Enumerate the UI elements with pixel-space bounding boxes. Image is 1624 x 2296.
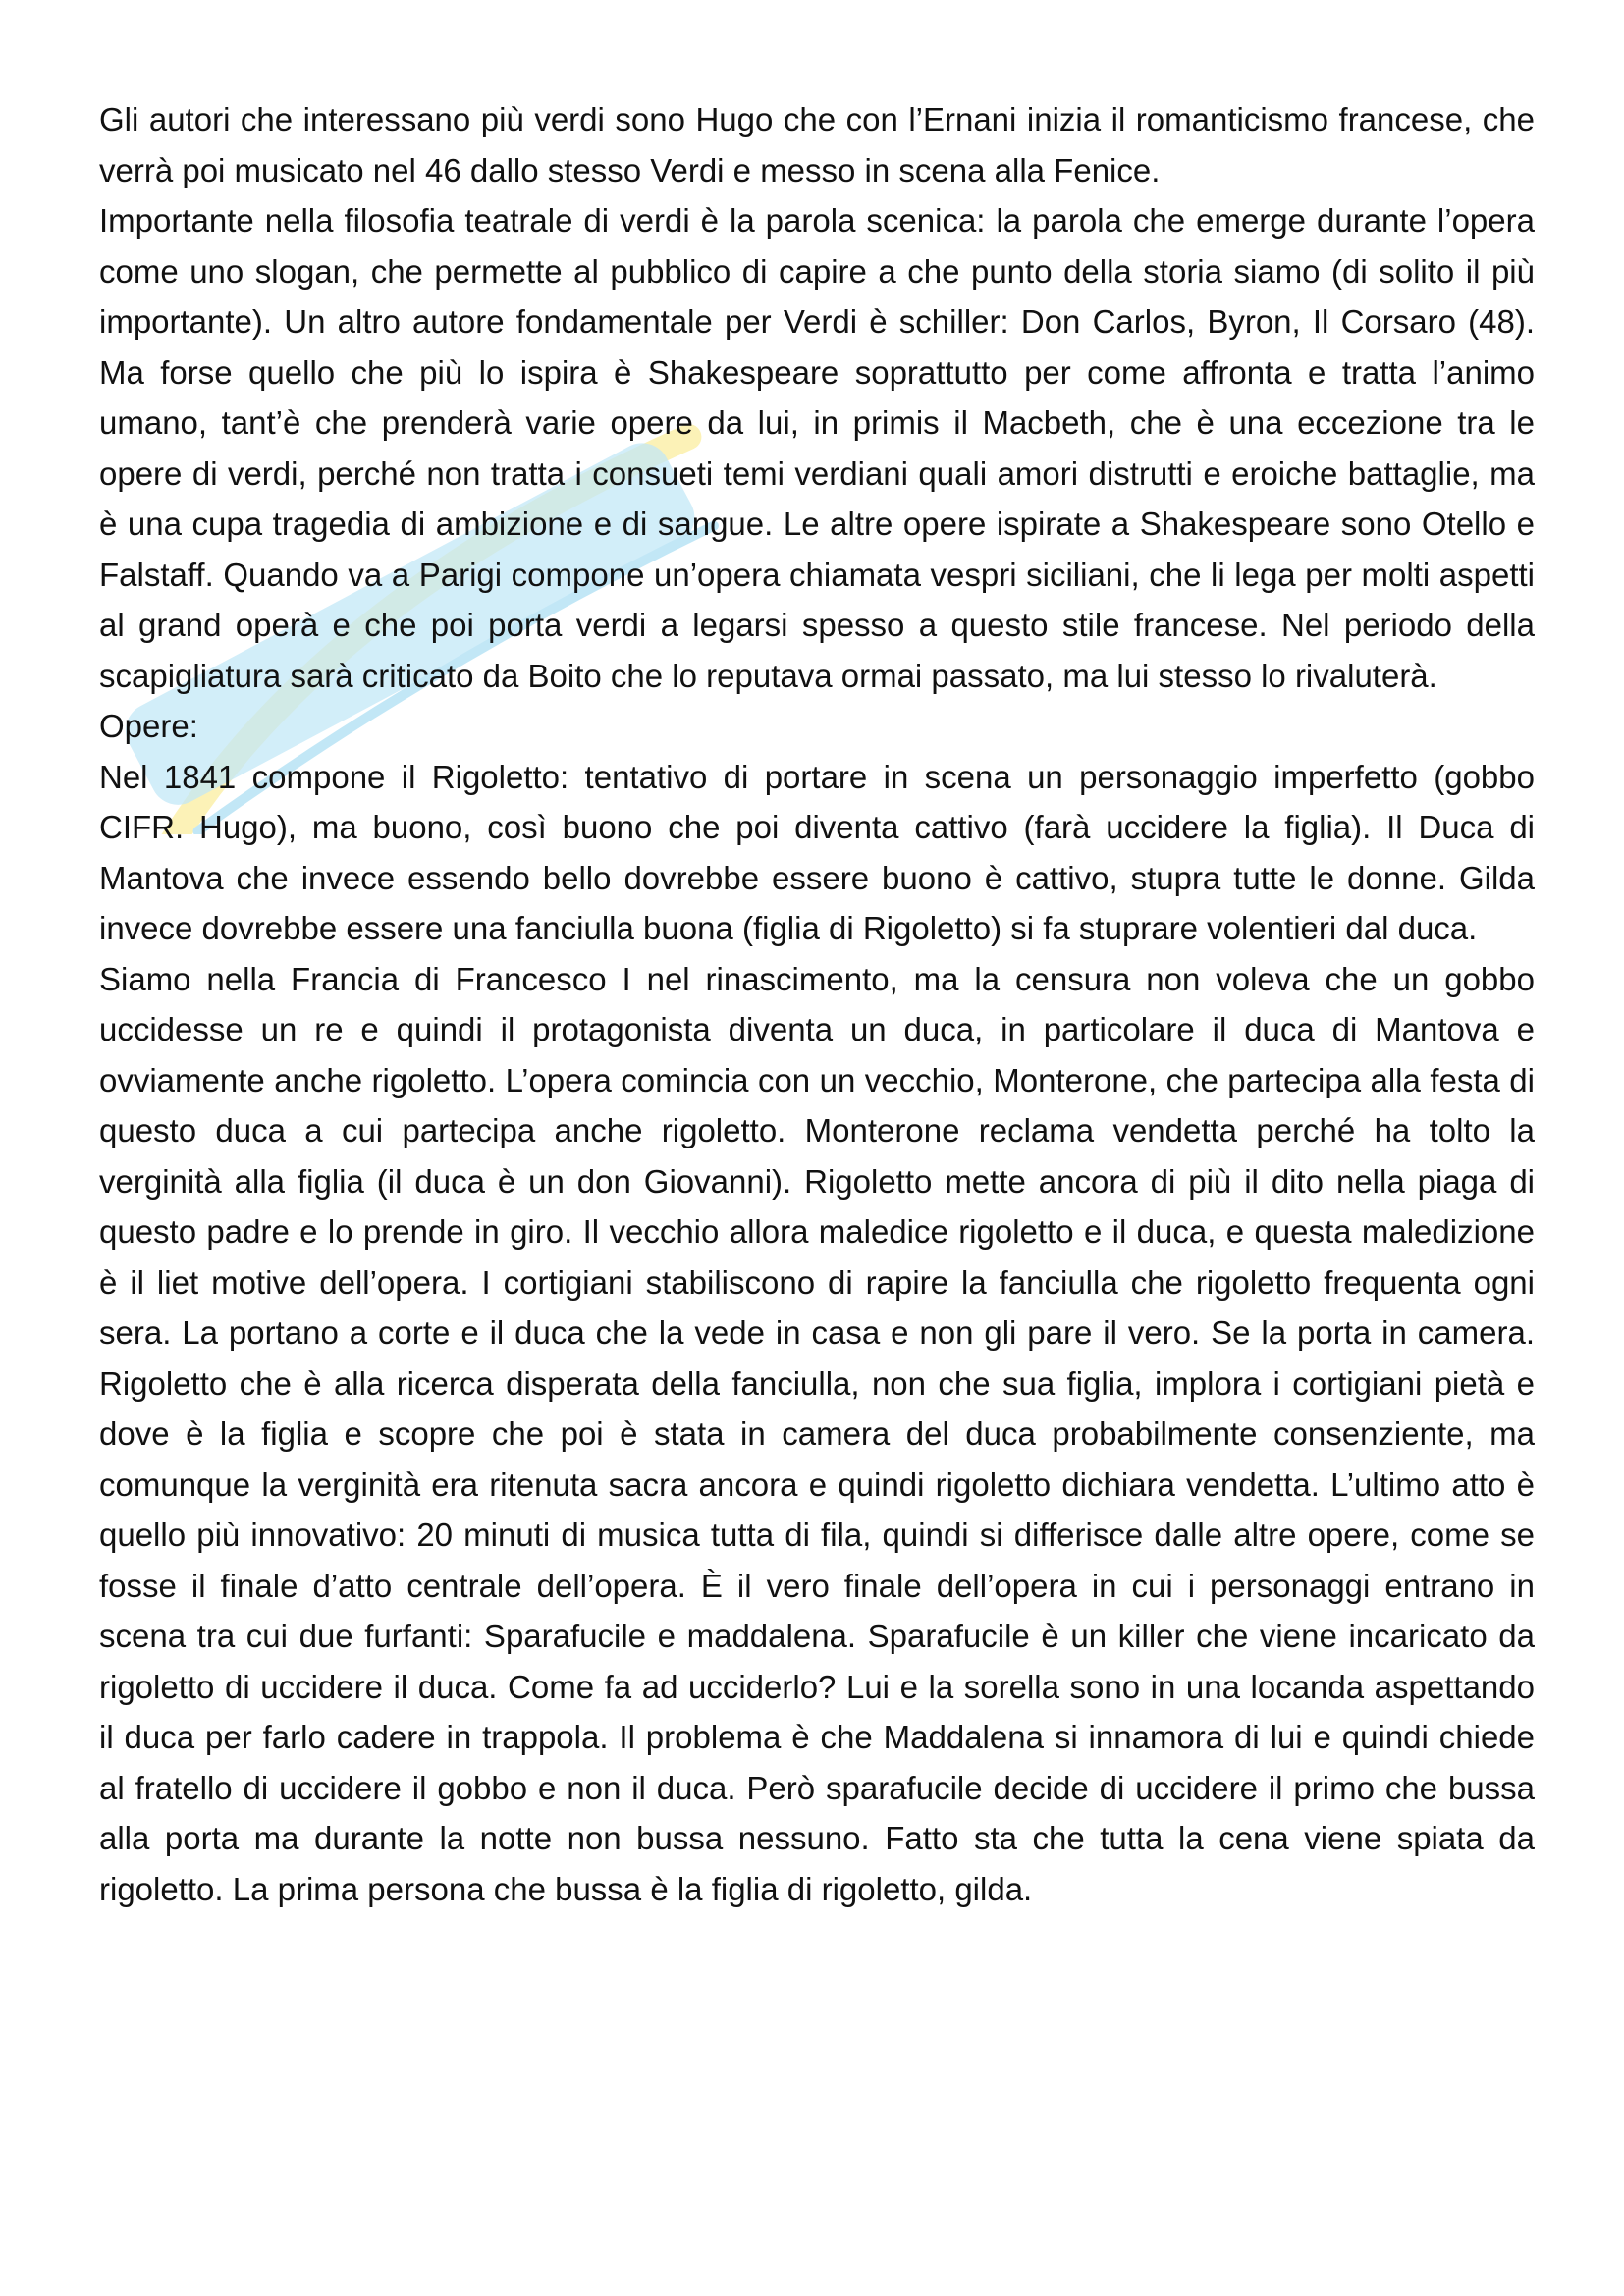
paragraph-parola-scenica: Importante nella filosofia teatrale di verdi è la parola scenica: la parola che emerge durante l’opera come uno slogan, che permette al pubblico di capire a che punto della storia siamo (di solito il più importante). Un altro autore fondamentale per Verdi è schiller: Don Carlos, Byron, Il Corsaro (48). Ma forse quello che più lo ispira è Shakespeare soprattutto per come affronta e tratta l’animo umano, tant’è che prenderà varie opere da lui, in primis il Macbeth, che è una eccezione tra le opere di verdi, perché non tratta i consueti temi verdiani quali amori distrutti e eroiche battaglie, ma è una cupa tragedia di ambizione e di sangue. Le altre opere ispirate a Shakespeare sono Otello e Falstaff. Quando va a Parigi compone un’opera chiamata vespri siciliani, che li lega per molti aspetti al grand operà e che poi porta verdi a legarsi spesso a questo stile francese. Nel periodo della scapigliatura sarà criticato da Boito che lo reputava ormai passato, ma lui stesso lo rivaluterà. [99,202,1535,694]
paragraph-intro: Gli autori che interessano più verdi sono Hugo che con l’Ernani inizia il romanticismo francese, che verrà poi musicato nel 46 dallo stesso Verdi e messo in scena alla Fenice. [99,101,1535,188]
paragraph-rigoletto-plot: Siamo nella Francia di Francesco I nel rinascimento, ma la censura non voleva che un gobbo uccidesse un re e quindi il protagonista diventa un duca, in particolare il duca di Mantova e ovviamente anche rigoletto. L’opera comincia con un vecchio, Monterone, che partecipa alla festa di questo duca a cui partecipa anche rigoletto. Monterone reclama vendetta perché ha tolto la verginità alla figlia (il duca è un don Giovanni). Rigoletto mette ancora di più il dito nella piaga di questo padre e lo prende in giro. Il vecchio allora maledice rigoletto e il duca, e questa maledizione è il liet motive dell’opera. I cortigiani stabiliscono di rapire la fanciulla che rigoletto frequenta ogni sera. La portano a corte e il duca che la vede in casa e non gli pare il vero. Se la porta in camera. Rigoletto che è alla ricerca disperata della fanciulla, non che sua figlia, implora i cortigiani pietà e dove è la figlia e scopre che poi è stata in camera del duca probabilmente consenziente, ma comunque la verginità era ritenuta sacra ancora e quindi rigoletto dichiara vendetta. L’ultimo atto è quello più innovativo: 20 minuti di musica tutta di fila, quindi si differisce dalle altre opere, come se fosse il finale d’atto centrale dell’opera. È il vero finale dell’opera in cui i personaggi entrano in scena tra cui due furfanti: Sparafucile e maddalena. Sparafucile è un killer che viene incaricato da rigoletto di uccidere il duca. Come fa ad ucciderlo? Lui e la sorella sono in una locanda aspettando il duca per farlo cadere in trappola. Il problema è che Maddalena si innamora di lui e quindi chiede al fratello di uccidere il gobbo e non il duca. Però sparafucile decide di uccidere il primo che bussa alla porta ma durante la notte non bussa nessuno. Fatto sta che tutta la cena viene spiata da rigoletto. La prima persona che bussa è la figlia di rigoletto, gilda. [99,960,1535,1907]
section-heading-opere: Opere: [99,708,198,744]
document-body [99,94,1535,1914]
paragraph-rigoletto-intro: Nel 1841 compone il Rigoletto: tentativo di portare in scena un personaggio imperfetto (gobbo CIFR. Hugo), ma buono, così buono che poi diventa cattivo (farà uccidere la figlia). Il Duca di Mantova che invece essendo bello dovrebbe essere buono è cattivo, stupra tutte le donne. Gilda invece dovrebbe essere una fanciulla buona (figlia di Rigoletto) si fa stuprare volentieri dal duca. [99,758,1535,946]
